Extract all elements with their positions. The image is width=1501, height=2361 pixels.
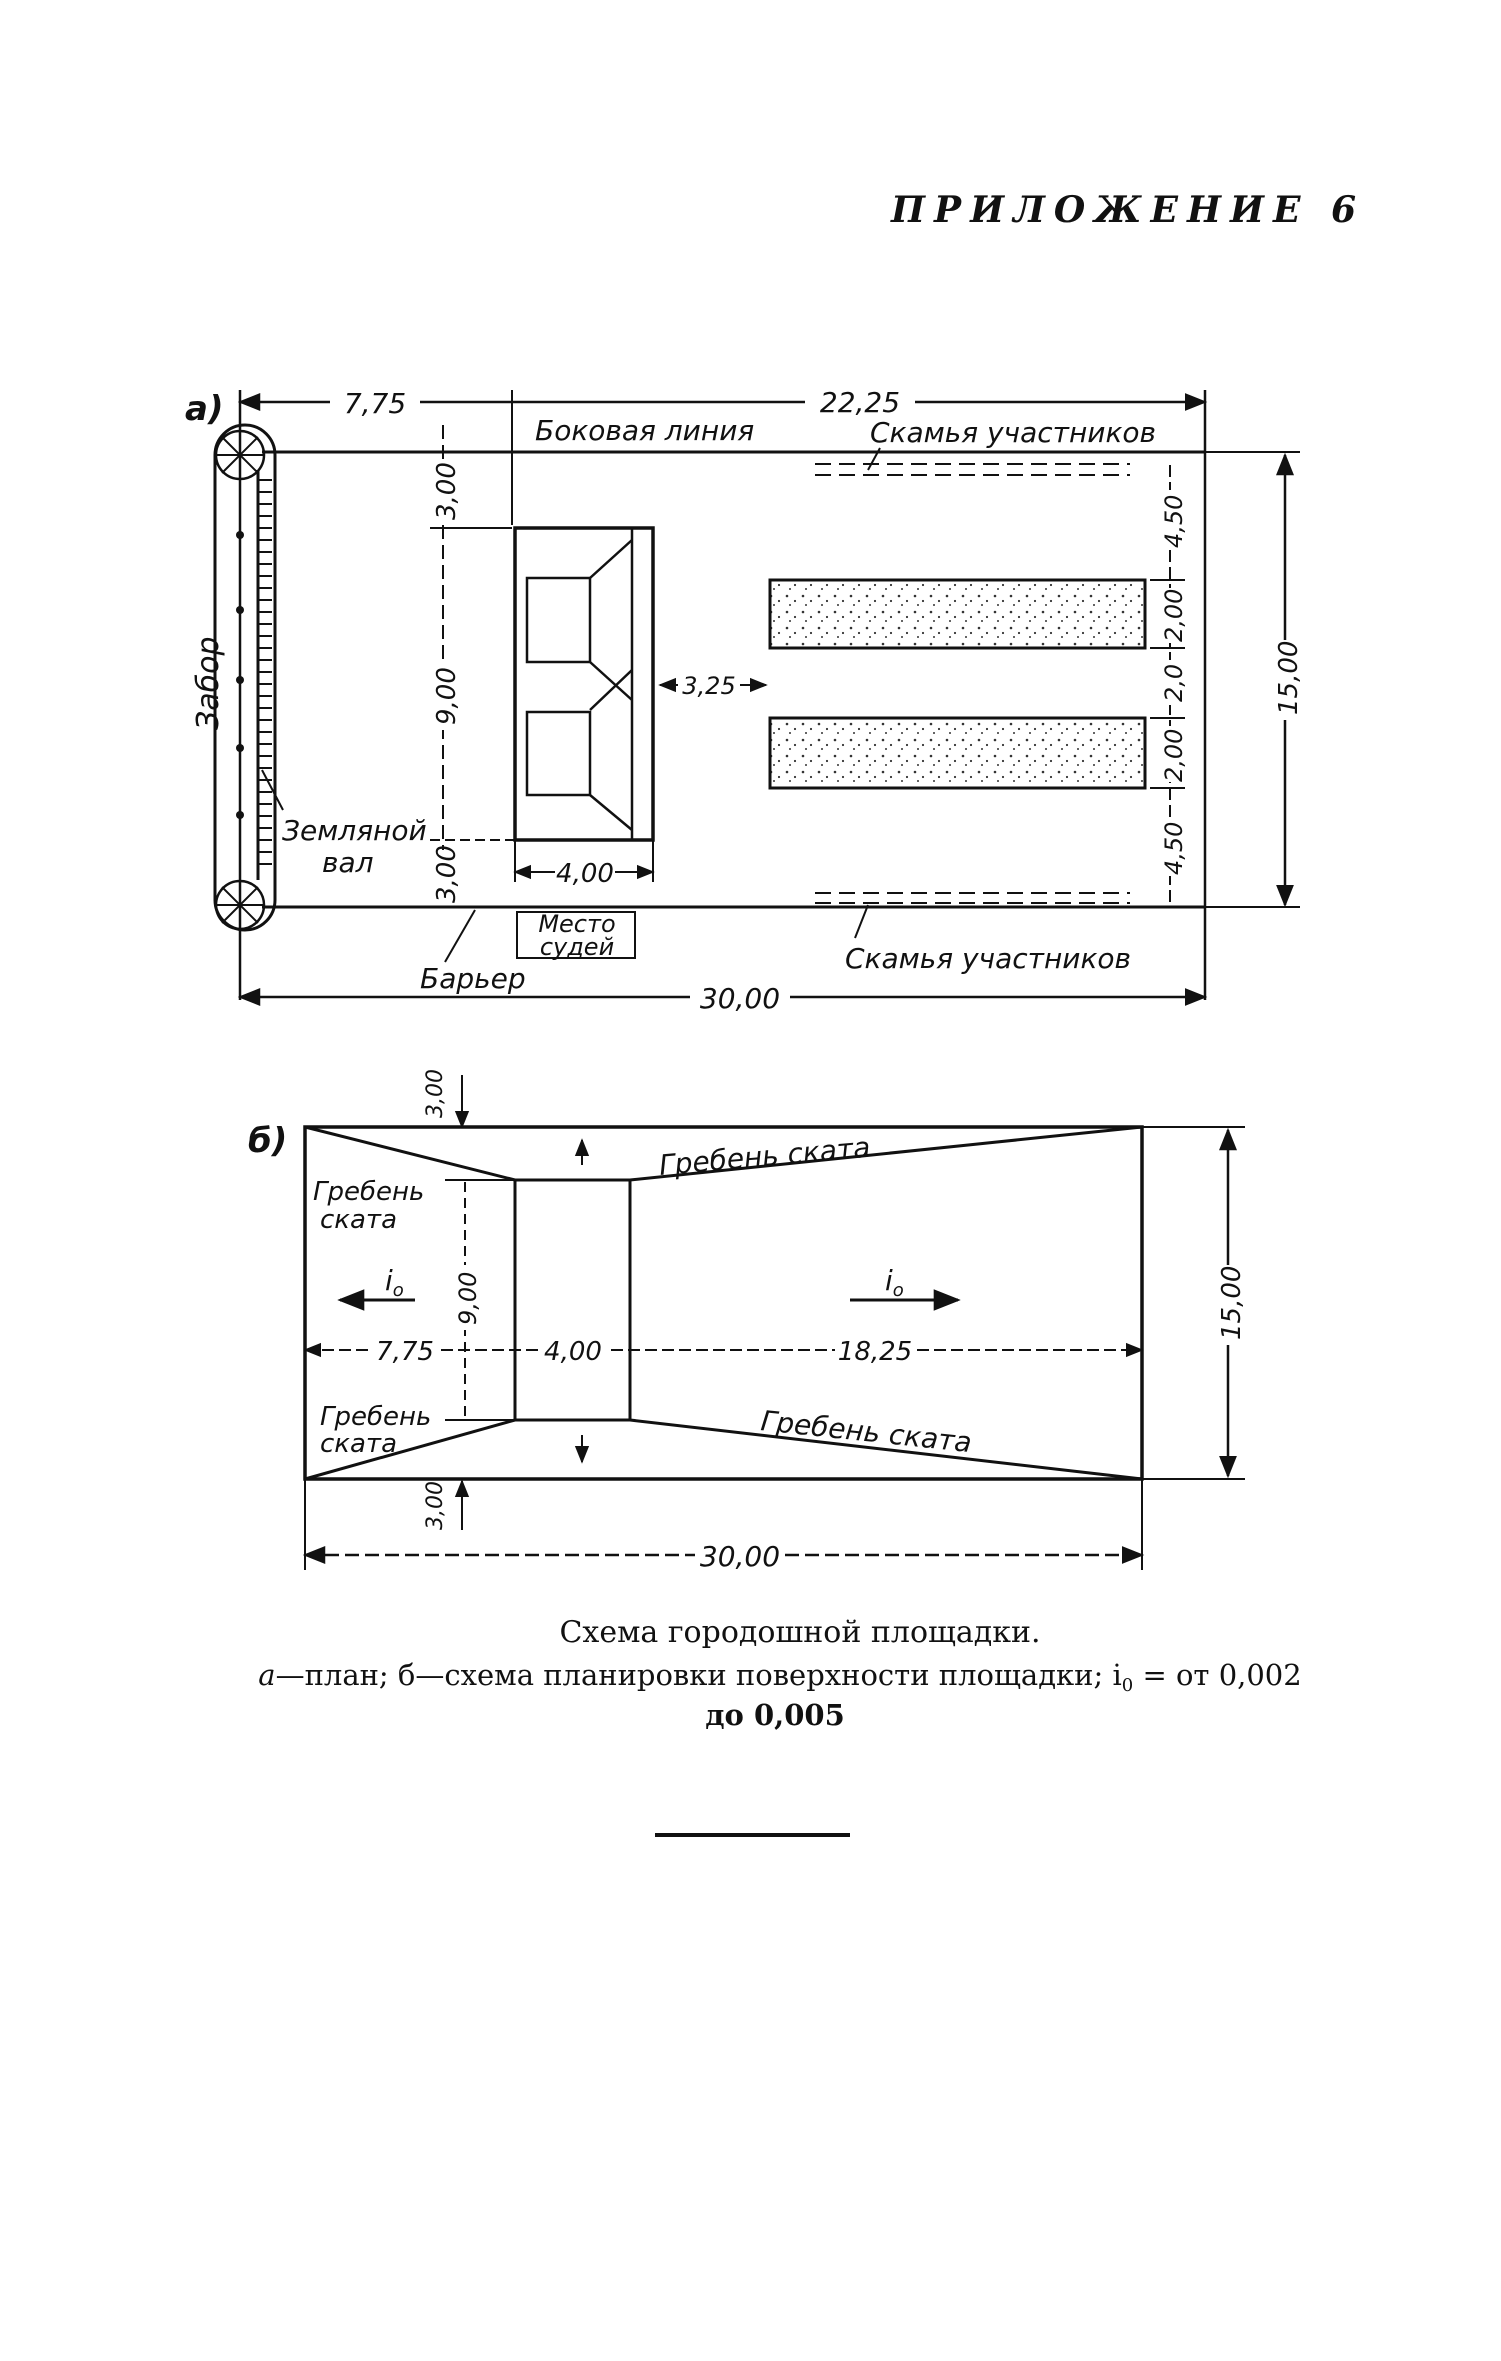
grading-dim-v900: 9,00 bbox=[454, 1271, 482, 1325]
grading-marker: б) bbox=[248, 1121, 288, 1161]
plan-dim-r200-top: 2,00 bbox=[1160, 588, 1188, 642]
light-pole-icon-top bbox=[215, 430, 265, 480]
plan-dim-v300-top: 3,00 bbox=[432, 462, 462, 520]
barrier-leader bbox=[445, 910, 475, 962]
grading-dim-v300-bottom: 3,00 bbox=[423, 1481, 448, 1530]
side-line-label: Боковая линия bbox=[535, 414, 755, 447]
ridge-top-right-label: Гребень ската bbox=[657, 1130, 872, 1182]
plan-diagram bbox=[185, 386, 1304, 1015]
plan-dim-r20: 2,0 bbox=[1160, 663, 1188, 702]
plan-dim-r450-top: 4,50 bbox=[1160, 494, 1188, 548]
ridge-bottom-right-label: Гребень ската bbox=[759, 1404, 974, 1460]
caption-line-2: а—план; б—схема планировки поверхности площадки; $i_0$ = от 0,002 bbox=[258, 1658, 1302, 1696]
fence-label: Забор bbox=[191, 636, 226, 730]
plan-dim-r200-bottom: 2,00 bbox=[1160, 728, 1188, 782]
bench-bottom-label: Скамья участников bbox=[845, 942, 1132, 975]
figure-caption bbox=[258, 1615, 1301, 1835]
judges-label-2: судей bbox=[539, 933, 615, 961]
dim-top-right: 22,25 bbox=[819, 386, 901, 419]
fence-hatching bbox=[258, 480, 272, 864]
grading-dim-h1825: 18,25 bbox=[837, 1337, 913, 1367]
bench-bottom bbox=[815, 893, 1130, 903]
grading-dim-total-height: 15,00 bbox=[1217, 1265, 1247, 1340]
grading-dim-h775: 7,75 bbox=[376, 1337, 434, 1367]
barrier-label: Барьер bbox=[420, 962, 526, 995]
ridge-bottom-left-label-2: ската bbox=[320, 1429, 398, 1459]
grading-diagram bbox=[248, 1069, 1247, 1573]
caption-title: Схема городошной площадки. bbox=[559, 1615, 1041, 1650]
judges-label-1: Место bbox=[538, 910, 616, 938]
ridge-top-left-label-1: Гребень bbox=[313, 1177, 425, 1207]
bench-top-label: Скамья участников bbox=[870, 416, 1157, 449]
plan-dim-gap: 3,25 bbox=[682, 672, 736, 700]
earth-wall-label-2: вал bbox=[322, 846, 374, 879]
grading-dim-h400: 4,00 bbox=[544, 1337, 602, 1367]
plan-dim-total-length: 30,00 bbox=[699, 982, 781, 1015]
bench-top bbox=[815, 464, 1130, 475]
plan-dim-v300-bottom: 3,00 bbox=[432, 845, 462, 903]
grading-court bbox=[515, 1180, 630, 1420]
grading-dim-total-length: 30,00 bbox=[699, 1540, 781, 1573]
light-pole-icon-bottom bbox=[215, 880, 265, 930]
plan-dim-court-width: 4,00 bbox=[556, 859, 614, 889]
plan-marker: а) bbox=[185, 389, 224, 429]
plan-dim-total-height: 15,00 bbox=[1274, 640, 1304, 715]
caption-line-3: до 0,005 bbox=[705, 1698, 845, 1732]
slope-right-label: $i_o$ bbox=[885, 1264, 904, 1301]
plan-dim-r450-bottom: 4,50 bbox=[1160, 821, 1188, 875]
grading-dim-v300-top: 3,00 bbox=[423, 1069, 448, 1118]
throw-zone-top bbox=[770, 580, 1145, 648]
gorod-court bbox=[515, 528, 653, 840]
slope-left-label: $i_o$ bbox=[385, 1264, 404, 1301]
earth-wall-label-1: Земляной bbox=[282, 814, 427, 847]
plan-dim-v900: 9,00 bbox=[432, 667, 462, 725]
ridge-bottom-left-label-1: Гребень bbox=[320, 1402, 432, 1432]
appendix-title: ПРИЛОЖЕНИЕ 6 bbox=[890, 189, 1365, 231]
bench-bottom-leader bbox=[855, 905, 868, 938]
ridge-top-left-label-2: ската bbox=[320, 1205, 398, 1235]
dim-top-left: 7,75 bbox=[343, 387, 407, 420]
throw-zone-bottom bbox=[770, 718, 1145, 788]
